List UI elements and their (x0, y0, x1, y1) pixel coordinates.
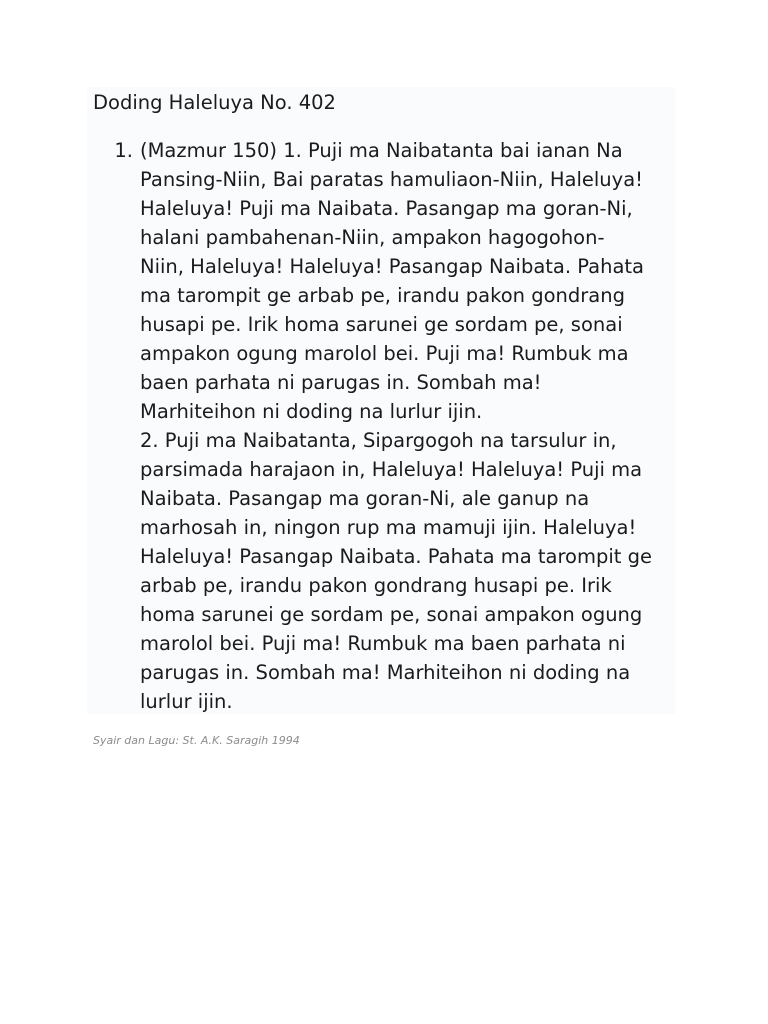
verse-item (93, 136, 673, 716)
verse-line: Haleluya! Puji ma Naibata. Pasangap ma goran-Ni, (140, 197, 633, 220)
verse-line: baen parhata ni parugas in. Sombah ma! (140, 371, 542, 394)
verse-line: ma tarompit ge arbab pe, irandu pakon gondrang (140, 284, 625, 307)
verse-line: ampakon ogung marolol bei. Puji ma! Rumbuk ma (140, 342, 629, 365)
verse-line: 2. Puji ma Naibatanta, Sipargogoh na tarsulur in, (140, 429, 617, 452)
verse-body (140, 136, 673, 716)
verse-line: lurlur ijin. (140, 690, 233, 713)
verse-line: arbab pe, irandu pakon gondrang husapi pe. Irik (140, 574, 612, 597)
verse-line: parugas in. Sombah ma! Marhiteihon ni doding na (140, 661, 631, 684)
verse-list (93, 136, 673, 716)
verse-line: marhosah in, ningon rup ma mamuji ijin. Haleluya! (140, 516, 637, 539)
verse-line: (Mazmur 150) 1. Puji ma Naibatanta bai ianan Na (140, 139, 623, 162)
verse-line: homa sarunei ge sordam pe, sonai ampakon ogung (140, 603, 643, 626)
song-credit: Syair dan Lagu: St. A.K. Saragih 1994 (93, 734, 300, 747)
list-marker: 1. (114, 139, 133, 162)
verse-line: Niin, Haleluya! Haleluya! Pasangap Naibata. Pahata (140, 255, 645, 278)
verse-line: Marhiteihon ni doding na lurlur ijin. (140, 400, 483, 423)
verse-line: Naibata. Pasangap ma goran-Ni, ale ganup na (140, 487, 590, 510)
verse-line: halani pambahenan-Niin, ampakon hagogohon- (140, 226, 605, 249)
document-title: Doding Haleluya No. 402 (93, 91, 336, 114)
verse-line: marolol bei. Puji ma! Rumbuk ma baen parhata ni (140, 632, 626, 655)
verse-line: Haleluya! Pasangap Naibata. Pahata ma tarompit ge (140, 545, 652, 568)
verse-line: parsimada harajaon in, Haleluya! Haleluya! Puji ma (140, 458, 643, 481)
verse-line: Pansing-Niin, Bai paratas hamuliaon-Niin, Haleluya! (140, 168, 643, 191)
verse-line: husapi pe. Irik homa sarunei ge sordam pe, sonai (140, 313, 623, 336)
